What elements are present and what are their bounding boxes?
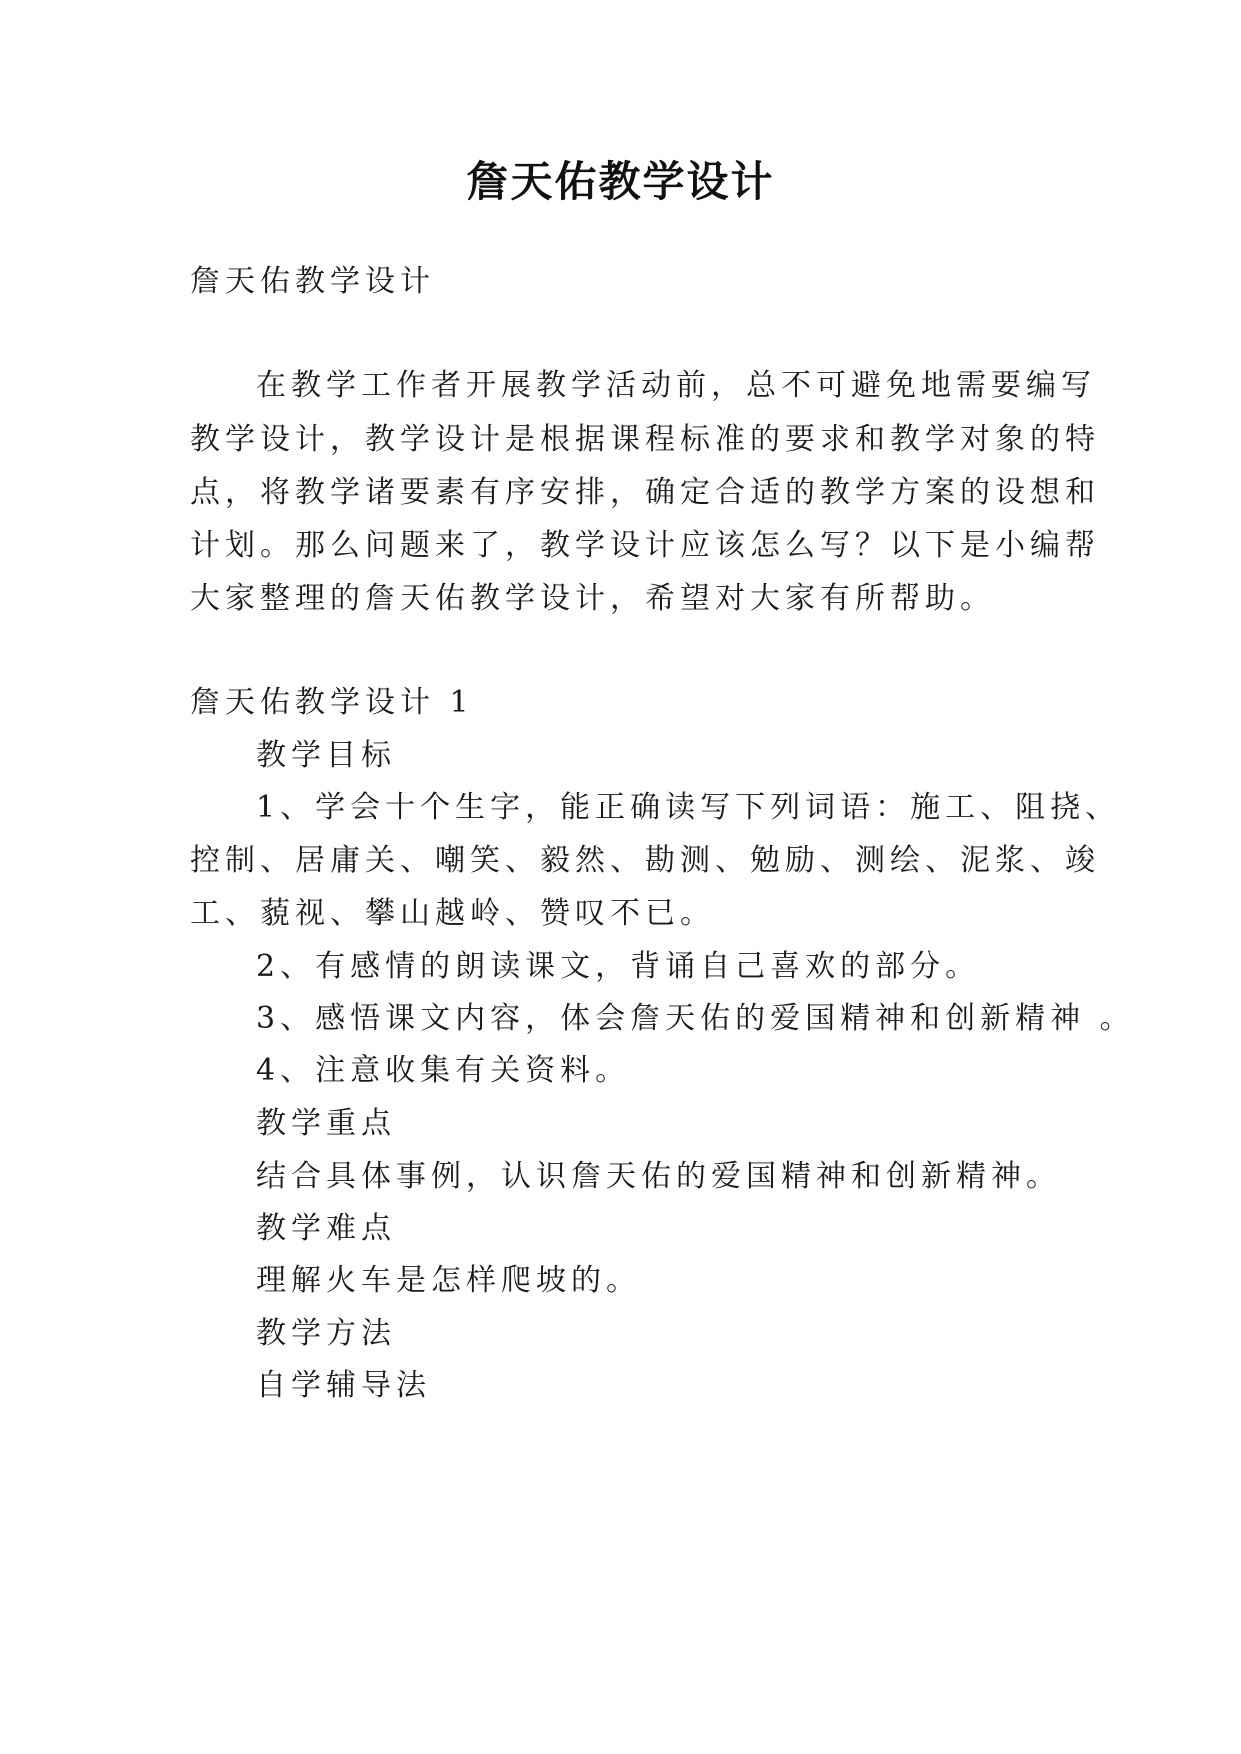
objective-4: 4、注意收集有关资料。 bbox=[256, 1053, 631, 1088]
intro-line-5: 大家整理的詹天佑教学设计，希望对大家有所帮助。 bbox=[190, 581, 995, 616]
objective-1-line-3: 工、藐视、攀山越岭、赞叹不已。 bbox=[190, 896, 715, 931]
section-heading: 詹天佑教学设计 1 bbox=[190, 685, 474, 720]
objective-2: 2、有感情的朗读课文，背诵自己喜欢的部分。 bbox=[256, 949, 981, 984]
objective-1-line-2: 控制、居庸关、嘲笑、毅然、勘测、勉励、测绘、泥浆、竣 bbox=[190, 843, 1100, 878]
intro-line-2: 教学设计，教学设计是根据课程标准的要求和教学对象的特 bbox=[190, 422, 1100, 457]
intro-line-1: 在教学工作者开展教学活动前，总不可避免地需要编写 bbox=[256, 368, 1096, 403]
method-heading: 教学方法 bbox=[256, 1316, 396, 1351]
focus-heading: 教学重点 bbox=[256, 1106, 396, 1141]
focus-text: 结合具体事例，认识詹天佑的爱国精神和创新精神。 bbox=[256, 1159, 1061, 1194]
document-title: 詹天佑教学设计 bbox=[466, 157, 775, 206]
document-subtitle: 詹天佑教学设计 bbox=[190, 264, 435, 299]
difficulty-heading: 教学难点 bbox=[256, 1211, 396, 1246]
intro-line-4: 计划。那么问题来了，教学设计应该怎么写？以下是小编帮 bbox=[190, 528, 1100, 563]
difficulty-text: 理解火车是怎样爬坡的。 bbox=[256, 1263, 641, 1298]
intro-line-3: 点，将教学诸要素有序安排，确定合适的教学方案的设想和 bbox=[190, 475, 1100, 510]
objective-3: 3、感悟课文内容，体会詹天佑的爱国精神和创新精神 。 bbox=[256, 1001, 1135, 1036]
objective-1-line-1: 1、学会十个生字，能正确读写下列词语：施工、阻挠、 bbox=[256, 790, 1121, 825]
method-text: 自学辅导法 bbox=[256, 1368, 431, 1403]
objectives-heading: 教学目标 bbox=[256, 738, 396, 773]
